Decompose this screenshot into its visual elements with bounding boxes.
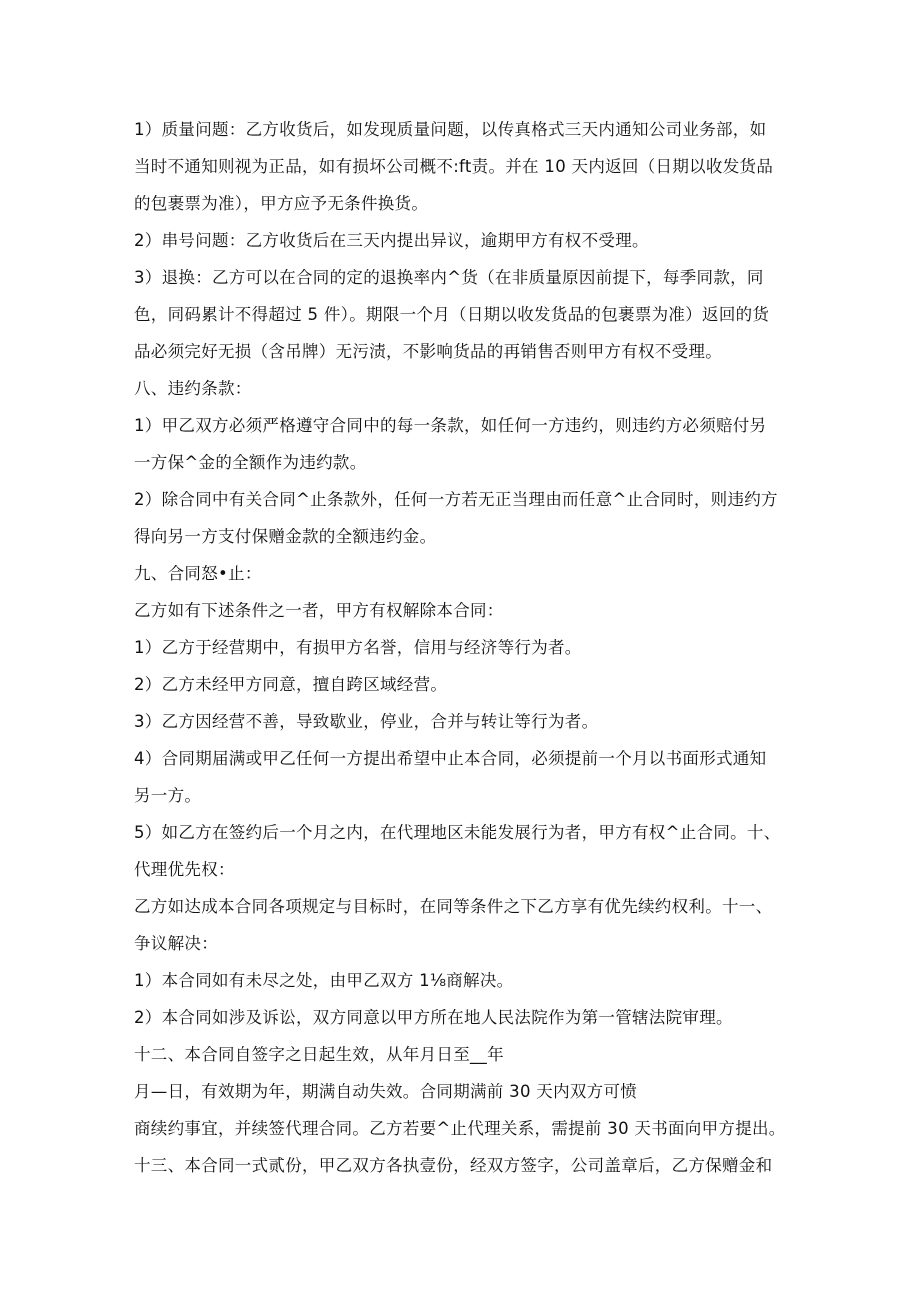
text-line: 色，同码累计不得超过 5 件）。期限一个月（日期以收发货品的包裹票为准）返回的货 (134, 305, 770, 324)
text-line: 4）合同期届满或甲乙任何一方提出希望中止本合同，必须提前一个月以书面形式通知 (134, 749, 767, 768)
document-body (134, 111, 794, 1184)
section-heading: 十三、本合同一式贰份，甲乙双方各执壹份，经双方签字，公司盖章后，乙方保赠金和 (134, 1156, 773, 1175)
text-line: 月—日，有效期为年，期满自动失效。合同期满前 30 天内双方可愤 (134, 1082, 638, 1101)
text-line: 乙方如达成本合同各项规定与目标时，在同等条件之下乙方享有优先续约权利。十一、 (134, 897, 773, 916)
text-line: 乙方如有下述条件之一者，甲方有权解除本合同： (134, 601, 504, 620)
text-line: 的包裹票为准），甲方应予无条件换货。 (134, 194, 429, 213)
text-line: 1）质量问题：乙方收货后，如发现质量问题，以传真格式三天内通知公司业务部，如 (134, 120, 767, 139)
text-line: 争议解决： (134, 934, 218, 953)
section-heading: 十二、本合同自签字之日起生效，从年月日至__年 (134, 1045, 504, 1064)
text-line: 2）串号问题：乙方收货后在三天内提出异议，逾期甲方有权不受理。 (134, 231, 649, 250)
text-line: 1）甲乙双方必须严格遵守合同中的每一条款，如任何一方违约，则违约方必须赔付另 (134, 416, 767, 435)
text-line: 当时不通知则视为正品，如有损坏公司概不:ft责。并在 10 天内返回（日期以收发货品 (134, 157, 774, 176)
text-line: 另一方。 (134, 786, 202, 805)
text-line: 1）本合同如有未尽之处，由甲乙双方 1⅛商解决。 (134, 971, 514, 990)
section-heading: 八、违约条款： (134, 379, 252, 398)
text-line: 3）退换：乙方可以在合同的定的退换率内^货（在非质量原因前提下，每季同款，同 (134, 268, 764, 287)
section-heading: 九、合同怒•止： (134, 564, 262, 583)
text-line: 1）乙方于经营期中，有损甲方名誉，信用与经济等行为者。 (134, 638, 582, 657)
text-line: 一方保^金的全额作为违约款。 (134, 453, 367, 472)
text-line: 2）本合同如涉及诉讼，双方同意以甲方所在地人民法院作为第一管辖法院审理。 (134, 1008, 733, 1027)
text-line: 2）除合同中有关合同^止条款外，任何一方若无正当理由而任意^止合同时，则违约方 (134, 490, 778, 509)
text-line: 商续约事宜，并续签代理合同。乙方若要^止代理关系，需提前 30 天书面向甲方提出。 (134, 1119, 786, 1138)
text-line: 代理优先权： (134, 860, 235, 879)
text-line: 3）乙方因经营不善，导致歇业，停业，合并与转让等行为者。 (134, 712, 599, 731)
text-line: 得向另一方支付保赠金款的全额违约金。 (134, 527, 437, 546)
text-line: 5）如乙方在签约后一个月之内，在代理地区未能发展行为者，甲方有权^止合同。十、 (134, 823, 781, 842)
text-line: 品必须完好无损（含吊牌）无污渍，不影响货品的再销售否则甲方有权不受理。 (134, 342, 722, 361)
text-line: 2）乙方未经甲方同意，擅自跨区域经营。 (134, 675, 448, 694)
